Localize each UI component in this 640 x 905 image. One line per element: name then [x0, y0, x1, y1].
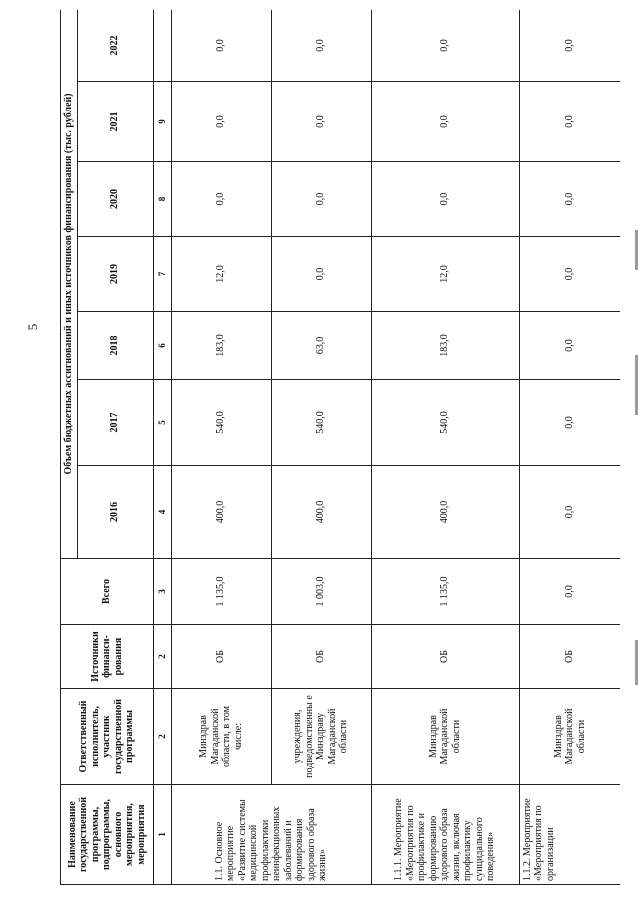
row-value: 0,0 [519, 82, 620, 162]
row-value: 0,0 [519, 10, 620, 82]
header-total: Всего [61, 559, 154, 625]
row-total: 0,0 [519, 559, 620, 625]
header-year: 2017 [77, 380, 153, 466]
table-row [271, 10, 371, 885]
scan-artifact [635, 355, 638, 415]
row-source: ОБ [371, 625, 519, 689]
table-container [60, 10, 620, 885]
row-value: 0,0 [519, 237, 620, 312]
row-source: ОБ [519, 625, 620, 689]
row-value: 400,0 [171, 466, 271, 559]
budget-table [60, 10, 620, 885]
row-name: 1.1.1. Мероприятие «Мероприятия по профилактике и формированию здорового образа жизни, включая профилактику суицидального поведения» [371, 785, 519, 885]
column-number: 9 [153, 82, 171, 162]
column-number: 1 [153, 785, 171, 885]
column-number-row [153, 10, 171, 885]
row-value: 0,0 [171, 162, 271, 237]
column-number: 5 [153, 380, 171, 466]
header-name: Наименование государственной программы, подпрограммы, основного мероприятия, мероприятия [61, 785, 154, 885]
column-number [153, 10, 171, 82]
scan-artifact [635, 640, 638, 685]
row-value: 183,0 [171, 312, 271, 380]
row-source: ОБ [171, 625, 271, 689]
header-source: Источники финанси-рования [61, 625, 154, 689]
header-year: 2022 [77, 10, 153, 82]
row-value: 0,0 [271, 162, 371, 237]
row-value: 0,0 [271, 82, 371, 162]
header-year: 2016 [77, 466, 153, 559]
table-row [371, 10, 519, 885]
row-name: 1.1.2. Мероприятие «Мероприятия по организации [519, 785, 620, 885]
column-number: 2 [153, 689, 171, 785]
row-executor: Минздрав Магаданской области, в том числе: [171, 689, 271, 785]
row-value: 12,0 [371, 237, 519, 312]
scan-artifact [635, 230, 638, 270]
table-row [519, 10, 620, 885]
row-value: 540,0 [171, 380, 271, 466]
row-name: 1.1. Основное мероприятие «Развитие системы медицинской профилактики неинфекционных заболеваний и формирования здорового образа жизни» [171, 785, 371, 885]
row-source: ОБ [271, 625, 371, 689]
row-value: 183,0 [371, 312, 519, 380]
header-year: 2018 [77, 312, 153, 380]
header-executor: Ответственный исполнитель, участник государственной программы [61, 689, 154, 785]
row-value: 0,0 [371, 10, 519, 82]
row-value: 0,0 [171, 82, 271, 162]
row-value: 12,0 [171, 237, 271, 312]
row-value: 400,0 [271, 466, 371, 559]
header-year: 2021 [77, 82, 153, 162]
row-value: 0,0 [371, 82, 519, 162]
row-value: 0,0 [519, 162, 620, 237]
column-number: 2 [153, 625, 171, 689]
column-number: 8 [153, 162, 171, 237]
row-total: 1 135,0 [171, 559, 271, 625]
column-number: 6 [153, 312, 171, 380]
column-number: 3 [153, 559, 171, 625]
row-value: 0,0 [371, 162, 519, 237]
row-total: 1 003,0 [271, 559, 371, 625]
row-executor: Минздрав Магаданской области [519, 689, 620, 785]
column-number: 7 [153, 237, 171, 312]
row-value: 540,0 [271, 380, 371, 466]
row-executor: учреждения, подведомственны е Минздраву Магаданской области [271, 689, 371, 785]
header-year: 2020 [77, 162, 153, 237]
header-year: 2019 [77, 237, 153, 312]
row-value: 0,0 [271, 10, 371, 82]
column-number: 4 [153, 466, 171, 559]
row-value: 63,0 [271, 312, 371, 380]
row-value: 0,0 [519, 380, 620, 466]
row-value: 0,0 [519, 466, 620, 559]
header-budget-group: Объем бюджетных ассигнований и иных источников финансирования (тыс. рублей) [61, 10, 78, 559]
page-number: 5 [25, 323, 40, 331]
row-executor: Минздрав Магаданской области [371, 689, 519, 785]
row-value: 0,0 [171, 10, 271, 82]
row-value: 400,0 [371, 466, 519, 559]
row-value: 540,0 [371, 380, 519, 466]
row-total: 1 135,0 [371, 559, 519, 625]
row-value: 0,0 [271, 237, 371, 312]
row-value: 0,0 [519, 312, 620, 380]
table-row [171, 10, 271, 885]
